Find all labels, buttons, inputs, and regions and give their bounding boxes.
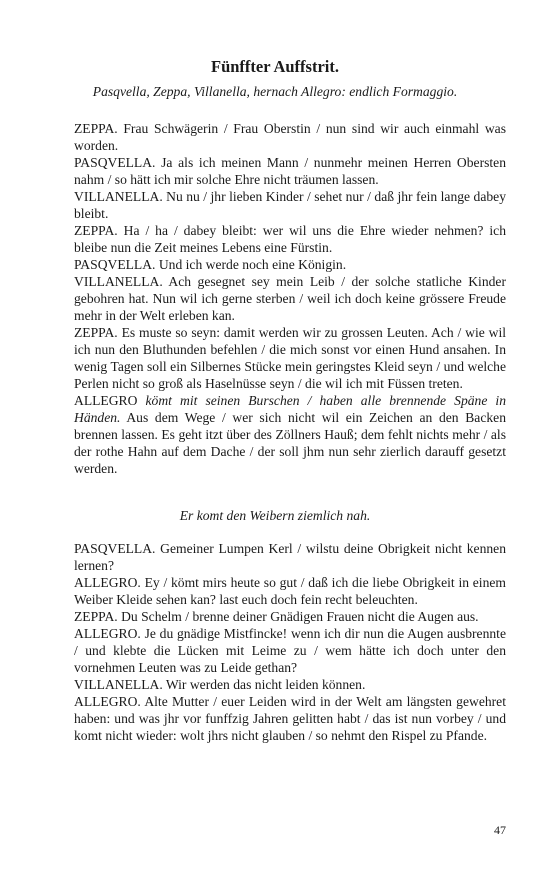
speech-paragraph: PASQVELLA. Gemeiner Lumpen Kerl / wilstu deine Obrigkeit nicht kennen lernen?	[74, 541, 506, 573]
page-number: 47	[494, 823, 506, 837]
dialogue-block-2	[74, 540, 506, 744]
speech-paragraph: ALLEGRO. Alte Mutter / euer Leiden wird in der Welt am längsten gewehret haben: und was jhr vor funffzig Jahren gelitten habt / das ist nun vorbey / und komt nicht wieder: wolt jhrs nicht glauben / so nehmt den Rispel zu Pfande.	[74, 694, 506, 743]
speech-paragraph: ZEPPA. Es muste so seyn: damit werden wir zu grossen Leuten. Ach / wie wil ich nun den Bluthunden befehlen / die mich sonst vor einen Hund ansahen. In wenig Tagen soll ein Silbernes Stücke mein geringstes Kleid seyn / und welche Perlen nicht so groß als Haselnüsse seyn / die wil ich mit Füssen treten.	[74, 325, 506, 391]
scene-title: Fünffter Auffstrit.	[210, 57, 339, 76]
speech-paragraph: ZEPPA. Du Schelm / brenne deiner Gnädigen Frauen nicht die Augen aus.	[74, 609, 479, 624]
speech-paragraph: ALLEGRO. Je du gnädige Mistfincke! wenn ich dir nun die Augen ausbrennte / und klebte die Lücken mit Leime zu / wem hätte ich doch unter den vornehmen Leuten was zu Leide gethan?	[74, 626, 506, 675]
scene-cast: Pasqvella, Zeppa, Villanella, hernach Allegro: endlich Formaggio.	[92, 84, 458, 99]
speech-paragraph: PASQVELLA. Ja als ich meinen Mann / nunmehr meinen Herren Obersten nahm / so hätt ich mir solche Ehre nicht träumen lassen.	[74, 155, 506, 187]
speech-paragraph-allegro	[74, 392, 506, 477]
dialogue-block-1	[74, 120, 506, 477]
speech-paragraph: VILLANELLA. Wir werden das nicht leiden können.	[74, 677, 366, 692]
speech-text: Aus dem Wege / wer sich nicht wil ein Zeichen an den Backen brennen lassen. Es geht itzt über des Zöllners Hauß; dem fehlt nichts mehr / als der rothe Hahn auf dem Dache / der soll jhm nun sehr zierlich darauff gesetzt werden.	[74, 410, 506, 476]
speech-paragraph: ZEPPA. Ha / ha / dabey bleibt: wer wil uns die Ehre wieder nehmen? ich bleibe nun die Zeit meines Lebens eine Fürstin.	[74, 223, 506, 255]
speech-paragraph: VILLANELLA. Ach gesegnet sey mein Leib / der solche statliche Kinder gebohren hat. Nun wil ich gerne sterben / weil ich doch keine grössere Freude mehr in der Welt erleben kan.	[74, 274, 506, 323]
speaker-name: ALLEGRO	[74, 393, 138, 408]
speech-paragraph: ALLEGRO. Ey / kömt mirs heute so gut / daß ich die liebe Obrigkeit in einem Weiber Kleide sehen kan? last euch doch fein recht beleuchten.	[74, 575, 506, 607]
inline-stage-direction: kömt mit seinen Burschen / haben alle brennende Späne in Händen.	[74, 393, 507, 425]
speech-paragraph: PASQVELLA. Und ich werde noch eine Königin.	[74, 257, 347, 272]
speech-paragraph: VILLANELLA. Nu nu / jhr lieben Kinder / sehet nur / daß jhr fein lange dabey bleibt.	[74, 189, 506, 221]
stage-direction: Er komt den Weibern ziemlich nah.	[179, 508, 371, 523]
speech-paragraph: ZEPPA. Frau Schwägerin / Frau Oberstin / nun sind wir auch einmahl was worden.	[74, 121, 506, 153]
